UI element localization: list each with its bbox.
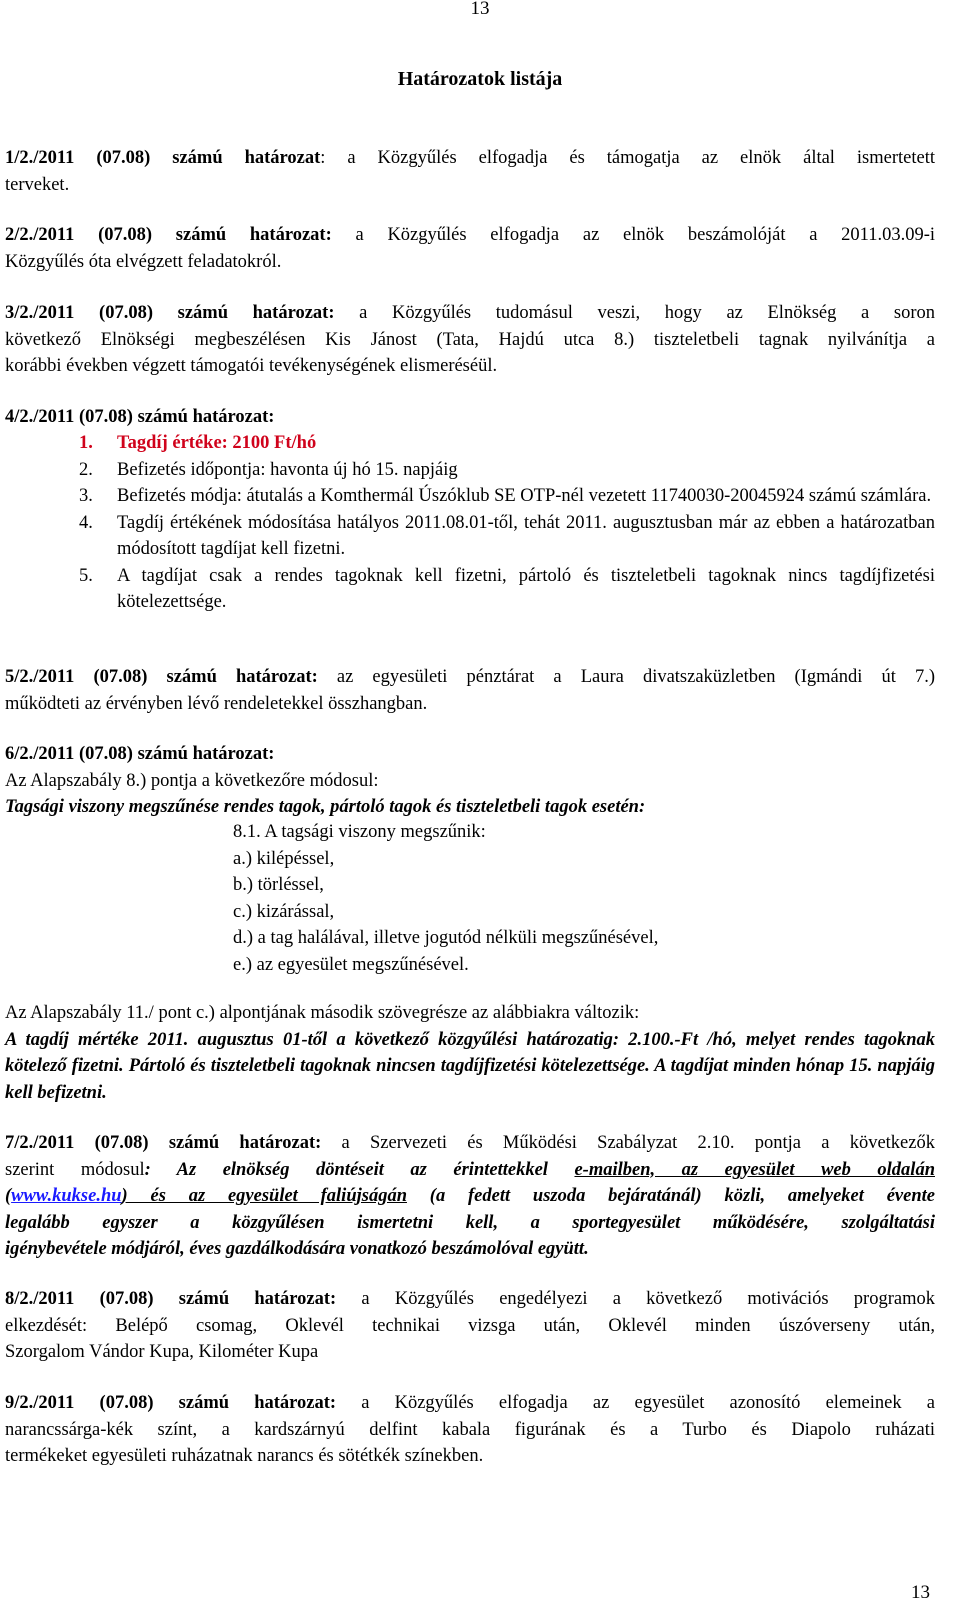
resolution-9-id: 9/2./2011 (07.08) számú határozat: [5, 1393, 337, 1413]
resolution-6-text-2: Az Alapszabály 11./ pont c.) alpontjának második szövegrésze az alábbiakra változik: [5, 1003, 640, 1023]
sublist-item: d.) a tag halálával, illetve jogutód nélküli megszűnésével, [233, 928, 659, 948]
list-item: 3. Befizetés módja: átutalás a Komthermál Úszóklub SE OTP-nél vezetett 11740030-20045924 számú számlára. [79, 486, 932, 506]
resolution-7-text-5: igénybevétele módjáról, éves gazdálkodására vonatkozó beszámolóval együtt. [5, 1239, 589, 1259]
resolution-7 [5, 1130, 935, 1263]
page-title: Határozatok listája [397, 68, 563, 90]
resolution-1-text-2: terveket. [5, 174, 70, 195]
resolution-6-amendment [5, 1000, 935, 1106]
resolution-9-text-3: termékeket egyesületi ruházatnak narancs és sötétkék színekben. [5, 1446, 484, 1466]
resolution-4-id: 4/2./2011 (07.08) számú határozat: [5, 407, 275, 427]
resolution-8-id: 8/2./2011 (07.08) számú határozat: [5, 1289, 337, 1309]
resolution-6 [5, 741, 935, 821]
resolution-8 [5, 1286, 935, 1366]
resolution-1-text: : a Közgyűlés elfogadja és támogatja az elnök által ismertetett [320, 148, 935, 168]
resolution-8-text-3: Szorgalom Vándor Kupa, Kilométer Kupa [5, 1342, 319, 1362]
list-item: 5. A tagdíjat csak a rendes tagoknak kell fizetni, pártoló és tiszteletbeli tagoknak nincs tagdíjfizetési kötelezettsége. [79, 565, 935, 612]
resolution-3-text-2: következő Elnökségi megbeszélésen Kis Jánost (Tata, Hajdú utca 8.) tiszteletbeli tagnak nyilvánítja a [5, 329, 935, 350]
resolution-4-list [79, 430, 935, 616]
resolution-4 [5, 404, 935, 431]
resolution-3 [5, 300, 935, 380]
resolution-1 [5, 145, 935, 198]
sublist-item: b.) törléssel, [233, 875, 324, 895]
resolution-7-text: a Szervezeti és Működési Szabályzat 2.10. pontja a következők [321, 1133, 935, 1153]
resolution-9-text: a Közgyűlés elfogadja az egyesület azonosító elemeinek a [336, 1393, 935, 1413]
resolution-7-text-3b: ) és az egyesület faliújságán [121, 1186, 407, 1206]
resolution-2-id: 2/2./2011 (07.08) számú határozat: [5, 225, 332, 245]
resolution-5-text: az egyesületi pénztárat a Laura divatszaküzletben (Igmándi út 7.) [317, 667, 935, 687]
resolution-7-text-2c: e-mailben, az egyesület web oldalán [574, 1159, 935, 1180]
resolution-9 [5, 1390, 935, 1470]
resolution-9-text-2: narancssárga-kék színt, a kardszárnyú delfint kabala figurának és a Turbo és Diapolo ruházati [5, 1419, 935, 1440]
sublist-title: 8.1. A tagsági viszony megszűnik: [233, 822, 486, 842]
resolution-7-text-3c: (a fedett uszoda bejáratánál) közli, amelyeket évente [406, 1186, 935, 1206]
page-number-top: 13 [470, 0, 490, 19]
list-item: 2. Befizetés időpontja: havonta új hó 15. napjáig [79, 459, 458, 480]
resolution-7-text-2a: szerint módosul [5, 1159, 145, 1180]
resolution-3-id: 3/2./2011 (07.08) számú határozat: [5, 303, 335, 323]
resolution-7-text-4: legalább egyszer a közgyűlésen ismertetni kell, a sportegyesület működésére, szolgáltatási [5, 1212, 935, 1233]
resolution-6-sublist [233, 819, 658, 978]
resolution-7-id: 7/2./2011 (07.08) számú határozat: [5, 1133, 322, 1153]
resolution-2-text-2: Közgyűlés óta elvégzett feladatokról. [5, 251, 282, 272]
resolution-3-text: a Közgyűlés tudomásul veszi, hogy az Elnökség a soron [334, 303, 935, 323]
resolution-2 [5, 222, 935, 275]
website-link[interactable]: www.kukse.hu [11, 1186, 122, 1206]
resolution-7-paren: ( [5, 1186, 12, 1206]
list-item: 4. Tagdíj értékének módosítása hatályos 2011.08.01-től, tehát 2011. augusztusban már az ebben a határozatban módosított tagdíjat kell fizetni. [79, 512, 935, 559]
list-item: 1. Tagdíj értéke: 2100 Ft/hó [79, 433, 317, 453]
resolution-6-id: 6/2./2011 (07.08) számú határozat: [5, 744, 275, 764]
resolution-1-id: 1/2./2011 (07.08) számú határozat [5, 148, 321, 168]
resolution-5 [5, 664, 935, 717]
resolution-6-amendment-text: A tagdíj mértéke 2011. augusztus 01-től a következő közgyűlési határozatig: 2.100.-Ft /hó, melyet rendes tagoknak kötelező fizetni. Pártoló és tiszteletbeli tagoknak nincsen tagdíjfizetési kötelezettsége. A tagdíjat minden hónap 15. napjáig kell befizetni. [5, 1029, 935, 1103]
sublist-item: a.) kilépéssel, [233, 848, 335, 869]
resolution-8-text: a Közgyűlés engedélyezi a következő motivációs programok [336, 1289, 935, 1309]
resolution-2-text: a Közgyűlés elfogadja az elnök beszámolóját a 2011.03.09-i [331, 225, 935, 245]
sublist-item: c.) kizárással, [233, 901, 335, 922]
resolution-7-text-2b: : Az elnökség döntéseit az érintettekkel [144, 1159, 575, 1180]
page-number-bottom: 13 [911, 1582, 930, 1603]
resolution-8-text-2: elkezdését: Belépő csomag, Oklevél technikai vizsga után, Oklevél minden úszóverseny után, [5, 1315, 935, 1336]
resolution-5-id: 5/2./2011 (07.08) számú határozat: [5, 667, 318, 687]
resolution-6-heading: Tagsági viszony megszűnése rendes tagok, pártoló tagok és tiszteletbeli tagok esetén: [5, 797, 646, 817]
resolution-5-text-2: működteti az érvényben lévő rendeletekkel összhangban. [5, 693, 428, 714]
sublist-item: e.) az egyesület megszűnésével. [233, 954, 469, 975]
resolution-6-text: Az Alapszabály 8.) pontja a következőre módosul: [5, 770, 379, 791]
resolution-3-text-3: korábbi években végzett támogatói tevékenységének elismeréséül. [5, 356, 498, 376]
